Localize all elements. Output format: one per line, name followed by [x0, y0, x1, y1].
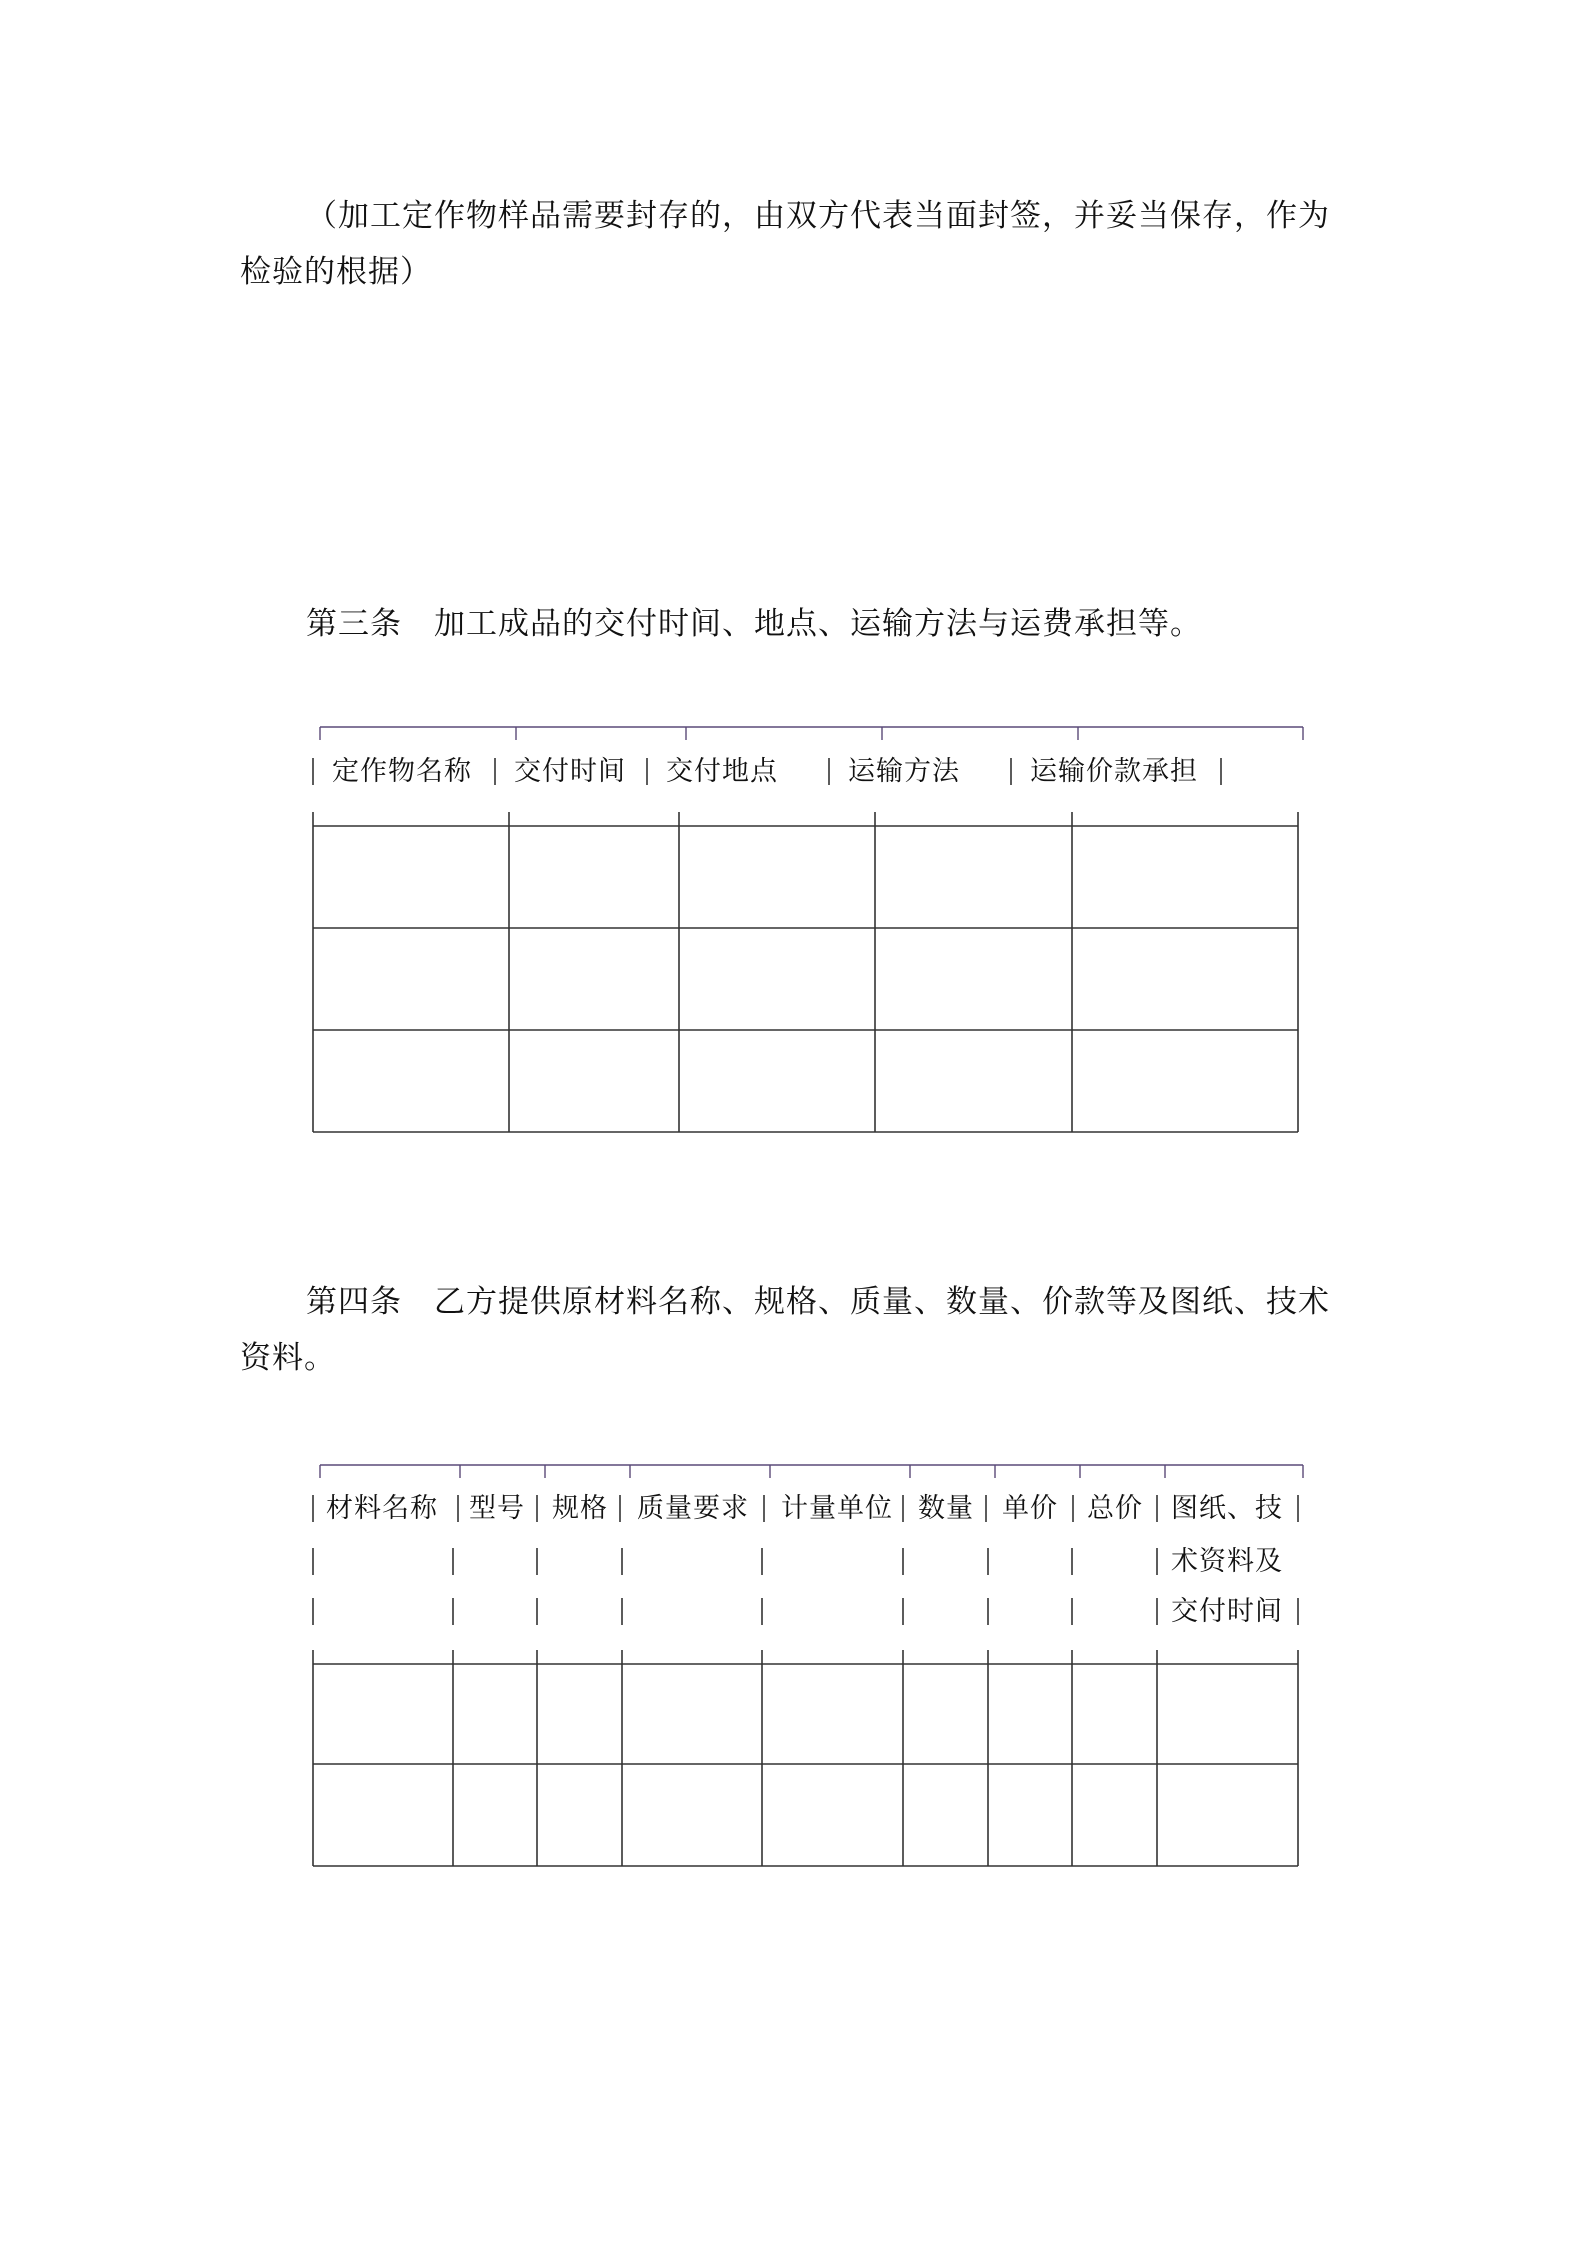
header-total-price: 总价: [1087, 1493, 1143, 1524]
header-drawings-line-2: 术资料及: [1171, 1546, 1283, 1577]
header-spec: 规格: [552, 1493, 608, 1524]
header-delivery-place: 交付地点: [666, 756, 778, 787]
header-drawings-line-3: 交付时间: [1171, 1596, 1283, 1627]
header-item-name: 定作物名称: [332, 756, 472, 787]
header-unit-price: 单价: [1002, 1493, 1058, 1524]
header-quantity: 数量: [918, 1493, 974, 1524]
header-unit-of-measure: 计量单位: [781, 1493, 893, 1524]
article-4-heading: 第四条 乙方提供原材料名称、规格、质量、数量、价款等及图纸、技术资料。: [240, 1284, 1330, 1376]
header-delivery-time: 交付时间: [514, 756, 626, 787]
header-transport-cost-bearer: 运输价款承担: [1030, 756, 1198, 787]
header-drawings-line-1: 图纸、技: [1171, 1493, 1283, 1524]
article-3-heading: 第三条 加工成品的交付时间、地点、运输方法与运费承担等。: [306, 606, 1202, 642]
header-material-name: 材料名称: [326, 1493, 438, 1524]
header-model: 型号: [469, 1493, 525, 1524]
sample-sealing-note: （加工定作物样品需要封存的，由双方代表当面封签，并妥当保存，作为检验的根据）: [240, 198, 1330, 290]
header-quality-requirement: 质量要求: [637, 1493, 749, 1524]
header-transport-method: 运输方法: [848, 756, 960, 787]
